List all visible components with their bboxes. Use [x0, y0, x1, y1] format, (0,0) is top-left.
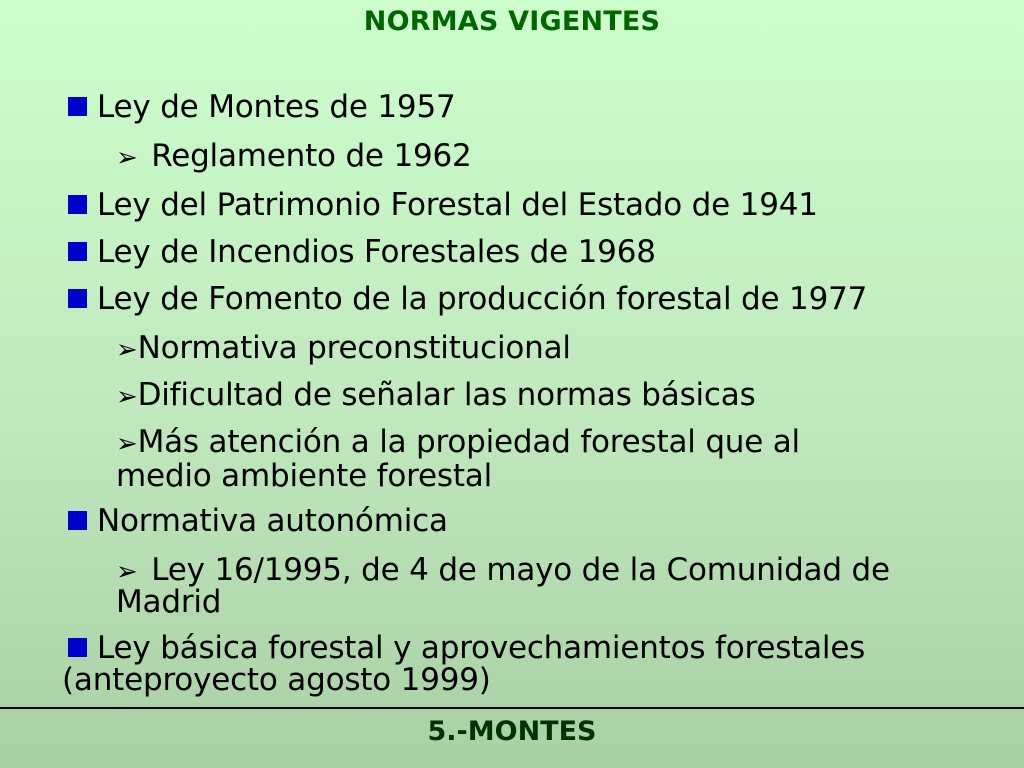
list-item-text: Ley de Incendios Forestales de 1968: [97, 234, 656, 270]
square-bullet-icon: [68, 195, 87, 214]
list-item-text: Más atención a la propiedad forestal que al: [137, 424, 800, 460]
arrow-bullet-icon: ➢: [116, 382, 138, 412]
list-item-text: Ley de Fomento de la producción forestal de 1977: [97, 281, 868, 317]
list-item: [68, 90, 456, 124]
sub-list-item: [116, 139, 472, 175]
square-bullet-icon: [68, 638, 87, 657]
list-item: [68, 504, 448, 538]
sub-list-item: [116, 553, 890, 589]
square-bullet-icon: [68, 97, 87, 116]
list-item: [68, 235, 656, 269]
arrow-bullet-icon: ➢: [116, 557, 138, 587]
footer-divider: [0, 707, 1024, 709]
list-item-text: Ley 16/1995, de 4 de mayo de la Comunidad de: [141, 552, 890, 588]
sub-list-item: [116, 425, 800, 461]
list-item-text: Dificultad de señalar las normas básicas: [137, 377, 756, 413]
square-bullet-icon: [68, 511, 87, 530]
list-item-text: Normativa preconstitucional: [137, 330, 571, 366]
list-item-text: Ley de Montes de 1957: [97, 89, 456, 125]
square-bullet-icon: [68, 242, 87, 261]
list-item-text: Normativa autonómica: [97, 503, 448, 539]
sub-list-item: [116, 331, 571, 367]
square-bullet-icon: [68, 289, 87, 308]
list-item-text: Reglamento de 1962: [141, 138, 472, 174]
slide-title: NORMAS VIGENTES: [363, 6, 661, 37]
arrow-bullet-icon: ➢: [116, 143, 138, 173]
list-item-continuation: Madrid: [116, 584, 222, 620]
sub-list-item: [116, 378, 756, 414]
arrow-bullet-icon: ➢: [116, 429, 138, 459]
arrow-bullet-icon: ➢: [116, 335, 138, 365]
list-item-text: Ley del Patrimonio Forestal del Estado de 1941: [97, 187, 818, 223]
list-item-continuation: medio ambiente forestal: [116, 458, 492, 494]
list-item-continuation: (anteproyecto agosto 1999): [62, 662, 491, 698]
slide-footer: 5.-MONTES: [427, 716, 597, 747]
list-item: [68, 282, 867, 316]
list-item-text: Ley básica forestal y aprovechamientos forestales: [97, 630, 866, 666]
list-item: [68, 188, 818, 222]
list-item: [68, 631, 865, 665]
